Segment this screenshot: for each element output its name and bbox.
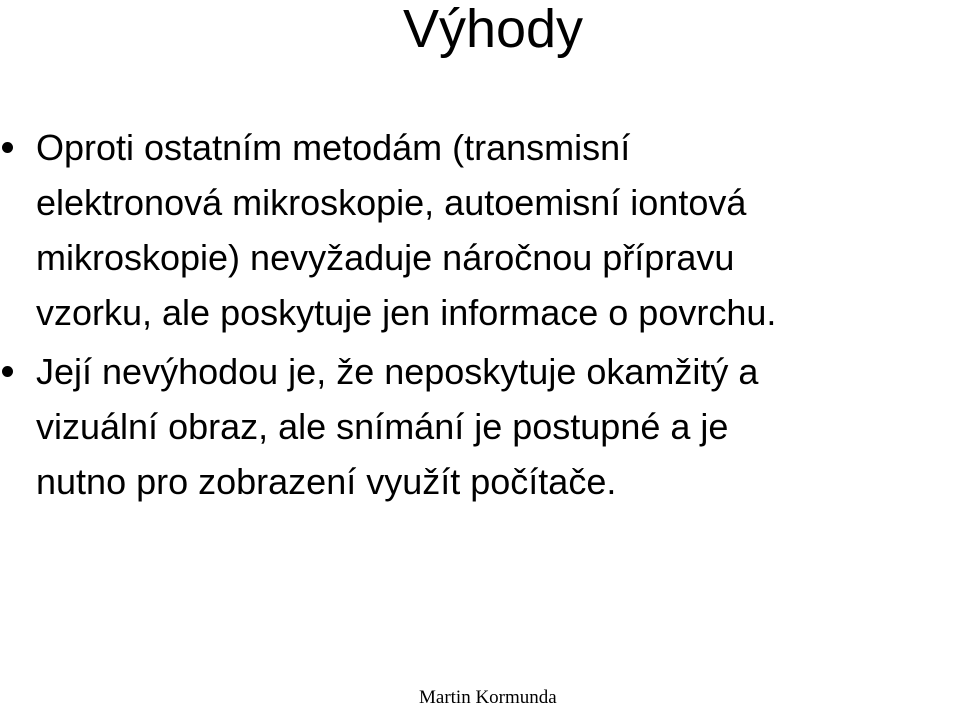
bullet-item-advantages (0, 120, 960, 340)
bullet-item-disadvantages (0, 344, 960, 509)
bullet-icon (2, 366, 13, 377)
slide-title: Výhody (402, 0, 584, 59)
bullet-icon (2, 142, 13, 153)
footer-author: Martin Kormunda (419, 687, 557, 708)
bullet-list (0, 120, 960, 509)
bullet-line: nutno pro zobrazení využít počítače. (36, 461, 617, 502)
bullet-line: vizuální obraz, ale snímání je postupné a je (36, 406, 729, 447)
bullet-line: elektronová mikroskopie, autoemisní iontová (36, 182, 747, 223)
bullet-line: mikroskopie) nevyžaduje náročnou přípravu (36, 237, 735, 278)
bullet-line: Oproti ostatním metodám (transmisní (36, 127, 631, 168)
bullet-line: Její nevýhodou je, že neposkytuje okamžitý a (36, 351, 759, 392)
bullet-line: vzorku, ale poskytuje jen informace o povrchu. (36, 292, 777, 333)
